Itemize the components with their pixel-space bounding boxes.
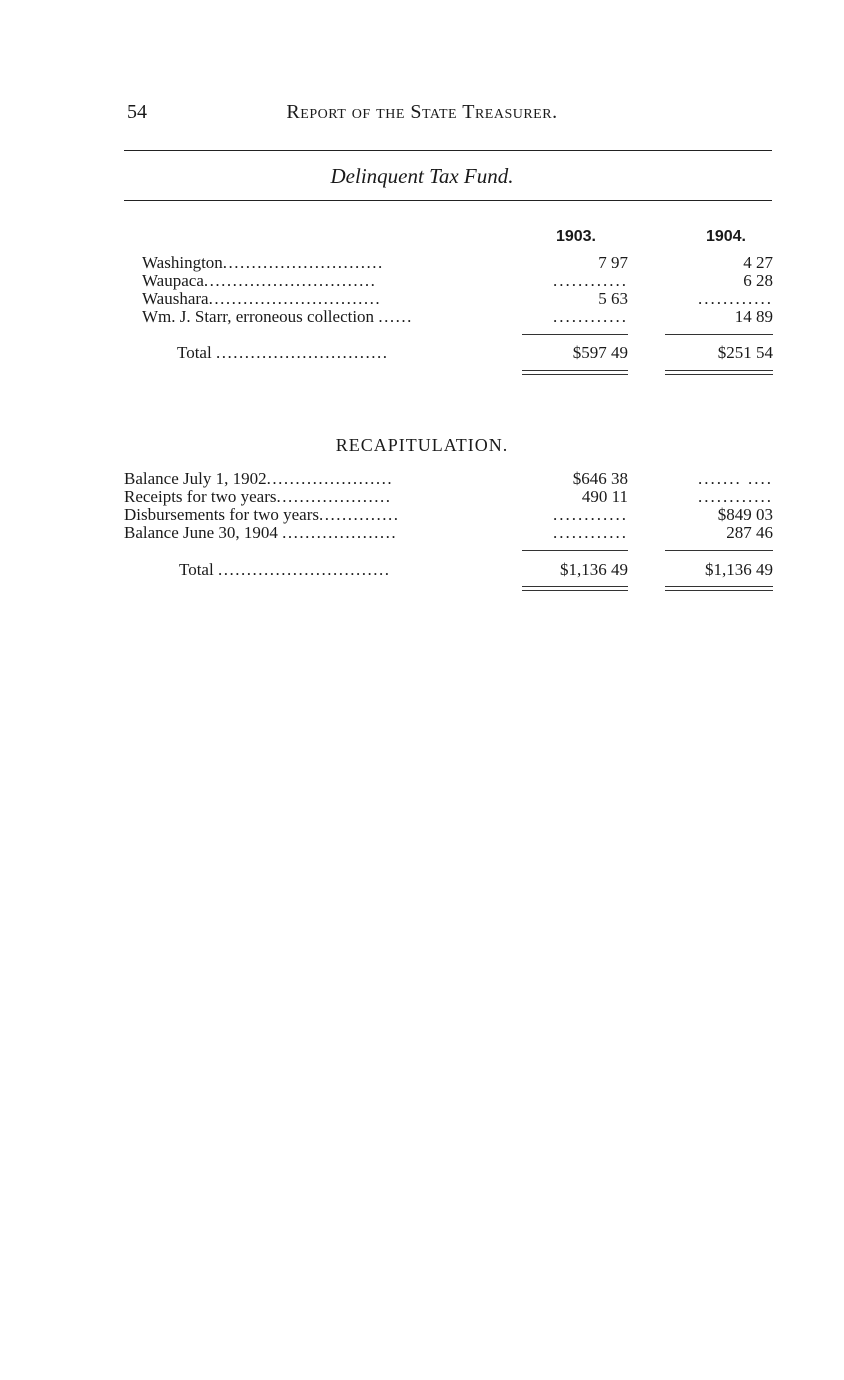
- value-1903: ............: [553, 271, 628, 290]
- total-label: [179, 561, 500, 579]
- row-label: [124, 506, 500, 524]
- row-label: [124, 524, 500, 542]
- row-leader: ....................: [276, 488, 392, 506]
- row-label: [142, 308, 500, 326]
- value-1903: 5 63: [598, 289, 628, 308]
- table-row: [0, 524, 844, 542]
- value-1903: 7 97: [598, 253, 628, 272]
- table-row: [0, 272, 844, 290]
- row-leader: ..............................: [217, 561, 391, 579]
- table-row: [0, 470, 844, 488]
- value-col1: $646 38: [572, 469, 628, 488]
- row-label-text: Balance June 30, 1904: [124, 524, 278, 542]
- subtitle-rule: [124, 200, 772, 201]
- column-heading-1904: 1904.: [705, 228, 746, 245]
- total-label: [177, 344, 500, 362]
- table-row: [0, 488, 844, 506]
- recap-double-rule-2: [665, 586, 773, 591]
- row-label-text: Waupaca: [142, 272, 204, 290]
- subtotal-rule-1903: [522, 334, 628, 335]
- column-heading-1903: 1903.: [555, 228, 596, 245]
- recap-double-rule-1: [522, 586, 628, 591]
- total-double-rule-1904: [665, 370, 773, 375]
- value-1904: 14 89: [734, 307, 773, 326]
- total-label-text: Total: [179, 561, 214, 579]
- total-1903: $597 49: [572, 343, 628, 362]
- recapitulation-title: RECAPITULATION.: [335, 435, 509, 455]
- row-label: [142, 290, 500, 308]
- value-col1: ............: [553, 523, 628, 542]
- row-leader: ..............................: [203, 272, 377, 290]
- value-col1: 490 11: [581, 487, 628, 506]
- running-title-text: Report of the State Treasurer.: [286, 101, 558, 123]
- value-1904: 6 28: [743, 271, 773, 290]
- recap-subtotal-rule-2: [665, 550, 773, 551]
- value-col2: $849 03: [717, 505, 773, 524]
- value-1904: 4 27: [743, 253, 773, 272]
- table-row: [0, 308, 844, 326]
- row-leader: ......................: [266, 470, 394, 488]
- row-leader: ......: [378, 308, 413, 326]
- value-1904: ............: [698, 289, 773, 308]
- row-leader: ..............................: [215, 344, 389, 362]
- row-label-text: Waushara: [142, 290, 209, 308]
- row-label-text: Washington: [142, 254, 223, 272]
- page-number: 54: [127, 101, 147, 123]
- row-label-text: Balance July 1, 1902: [124, 470, 267, 488]
- row-label: [142, 254, 500, 272]
- row-label: [124, 488, 500, 506]
- recap-total-col2: $1,136 49: [705, 560, 773, 579]
- recap-total-col1: $1,136 49: [560, 560, 628, 579]
- table-row: [0, 254, 844, 272]
- table-row: [0, 506, 844, 524]
- total-1904: $251 54: [717, 343, 773, 362]
- value-col2: ............: [698, 487, 773, 506]
- total-double-rule-1903: [522, 370, 628, 375]
- subtotal-rule-1904: [665, 334, 773, 335]
- top-rule: [124, 150, 772, 151]
- row-label-text: Disbursements for two years: [124, 506, 319, 524]
- table-row: [0, 290, 844, 308]
- row-label: [124, 470, 500, 488]
- total-label-text: Total: [177, 344, 212, 362]
- row-leader: ..............................: [208, 290, 382, 308]
- row-leader: ..............: [319, 506, 400, 524]
- total-row: [0, 344, 844, 362]
- row-leader: ............................: [222, 254, 384, 272]
- value-col1: ............: [553, 505, 628, 524]
- row-leader: ....................: [282, 524, 398, 542]
- recap-subtotal-rule-1: [522, 550, 628, 551]
- row-label: [142, 272, 500, 290]
- row-label-text: Wm. J. Starr, erroneous collection: [142, 308, 375, 326]
- row-label-text: Receipts for two years: [124, 488, 277, 506]
- section-subtitle: Delinquent Tax Fund.: [330, 164, 514, 188]
- value-col2: ....... ....: [698, 469, 773, 488]
- value-1903: ............: [553, 307, 628, 326]
- running-title: [0, 101, 844, 124]
- value-col2: 287 46: [726, 523, 773, 542]
- total-row: [0, 561, 844, 579]
